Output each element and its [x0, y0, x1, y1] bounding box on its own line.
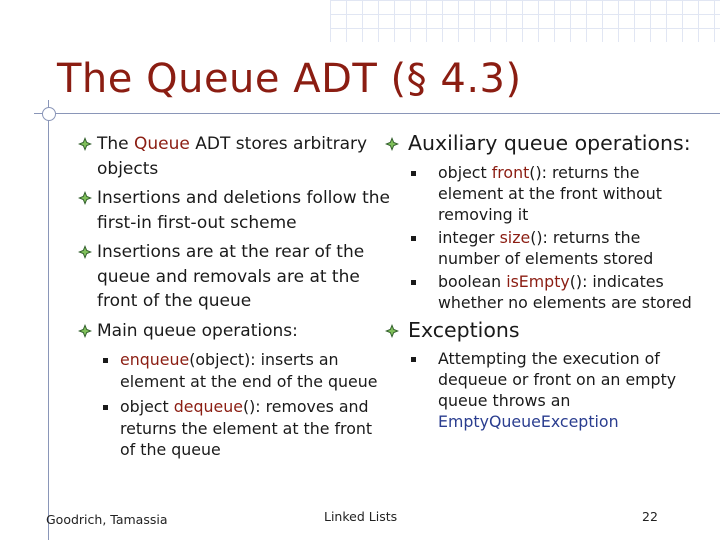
diamond-star-icon [78, 245, 92, 259]
bullet-main-operations [60, 319, 390, 344]
footer-authors: Goodrich, Tamassia [46, 512, 168, 527]
bullet-queue-stores [60, 132, 390, 181]
bullet-text: Main queue operations: [97, 320, 298, 341]
page-number: 22 [642, 509, 658, 524]
sub-bullet-text-post: (): returns the element at the front without removing it [438, 163, 662, 224]
square-icon [103, 358, 108, 363]
bullet-text-post: ADT stores arbitrary objects [97, 134, 368, 179]
bullet-fifo [60, 186, 390, 235]
keyword-isempty: isEmpty [506, 272, 570, 291]
bullet-exceptions [383, 318, 693, 343]
bullet-text: Insertions are at the rear of the queue and removals are at the front of the queue [97, 242, 365, 311]
keyword-dequeue: dequeue [173, 397, 243, 416]
heading-text: Auxiliary queue operations: [408, 131, 691, 155]
bullet-auxiliary-operations [383, 131, 693, 156]
sub-bullet-size [383, 227, 693, 269]
sub-bullet-text-pre: object [438, 163, 492, 182]
diamond-star-icon [385, 137, 399, 151]
footer-topic: Linked Lists [324, 509, 398, 524]
sub-bullet-text-pre: boolean [438, 272, 507, 291]
square-icon [411, 280, 416, 285]
decorative-grid [330, 0, 720, 42]
sub-bullet-enqueue [60, 349, 390, 392]
keyword-size: size [499, 228, 531, 247]
sub-bullet-text-pre: Attempting the execution of dequeue or front on an empty queue throws an [438, 349, 677, 410]
square-icon [103, 405, 108, 410]
sub-bullet-front [383, 162, 693, 225]
keyword-emptyqueueexception: EmptyQueueException [438, 412, 619, 431]
vertical-rule [48, 100, 49, 540]
bullet-text: Insertions and deletions follow the first-in first-out scheme [97, 188, 391, 233]
square-icon [411, 357, 416, 362]
bullet-text-pre: The [97, 134, 135, 154]
diamond-star-icon [78, 137, 92, 151]
slide-title: The Queue ADT (§ 4.3) [57, 56, 522, 102]
keyword-queue: Queue [134, 134, 190, 154]
sub-bullet-empty-queue-exception [383, 348, 693, 432]
sub-bullet-text-post: (): returns the number of elements stored [438, 228, 654, 268]
heading-text: Exceptions [408, 318, 520, 342]
keyword-enqueue: enqueue [120, 350, 190, 369]
sub-bullet-text: (object): inserts an element at the end of the queue [120, 350, 378, 391]
keyword-front: front [491, 163, 530, 182]
diamond-star-icon [78, 324, 92, 338]
left-column [60, 132, 390, 461]
sub-bullet-text-post: (): indicates whether no elements are stored [438, 272, 692, 312]
sub-bullet-text-pre: object [120, 397, 174, 416]
sub-bullet-text-pre: integer [438, 228, 500, 247]
right-column [383, 131, 693, 432]
sub-bullet-text-post: (): removes and returns the element at the front of the queue [120, 397, 373, 459]
diamond-star-icon [385, 324, 399, 338]
bullet-insertions-rear [60, 240, 390, 314]
sub-bullet-dequeue [60, 396, 390, 461]
square-icon [411, 236, 416, 241]
diamond-star-icon [78, 191, 92, 205]
corner-circle-ornament [42, 107, 56, 121]
sub-bullet-isempty [383, 271, 693, 313]
square-icon [411, 171, 416, 176]
horizontal-rule [34, 113, 720, 114]
